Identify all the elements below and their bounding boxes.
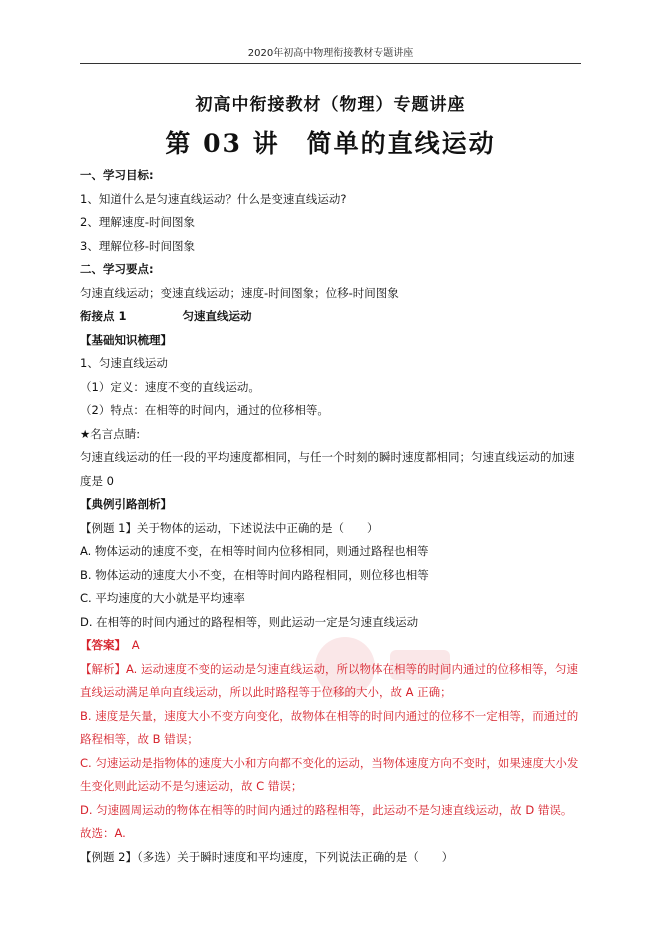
basics-item: （1）定义：速度不变的直线运动。 — [80, 379, 260, 394]
point1-label: 衔接点 1 — [80, 309, 127, 323]
point1-heading — [80, 305, 590, 329]
goals-heading: 一、学习目标: — [80, 168, 154, 182]
goal-item: 1、知道什么是匀速直线运动？什么是变速直线运动? — [80, 191, 347, 206]
analysis-line: D. 匀速圆周运动的物体在相等的时间内通过的路程相等，此运动不是匀速直线运动，故 D 错误。 — [80, 802, 573, 817]
running-header: 2020年初高中物理衔接教材专题讲座 — [247, 48, 414, 59]
answer-label: 【答案】 — [80, 638, 121, 652]
document-subtitle: 初高中衔接教材（物理）专题讲座 — [195, 95, 466, 115]
example2-question: 【例题 2】（多选）关于瞬时速度和平均速度，下列说法正确的是（ ） — [80, 849, 454, 864]
analysis-line: 故选：A. — [80, 826, 126, 840]
document-body — [80, 164, 590, 869]
example1-option: A. 物体运动的速度不变，在相等时间内位移相同，则通过路程也相等 — [80, 544, 429, 558]
answer-line — [80, 634, 590, 658]
basics-heading: 【基础知识梳理】 — [80, 332, 172, 347]
document-title: 第 03 讲 简单的直线运动 — [165, 129, 496, 158]
keypoints-text: 匀速直线运动；变速直线运动；速度-时间图象；位移-时间图象 — [80, 285, 399, 300]
basics-item: （2）特点：在相等的时间内，通过的位移相等。 — [80, 403, 329, 417]
analysis-line: C. 匀速运动是指物体的速度大小和方向都不变化的运动，当物体速度方向不变时，如果速度大小发 — [80, 755, 579, 770]
example1-option: D. 在相等的时间内通过的路程相等，则此运动一定是匀速直线运动 — [80, 614, 419, 629]
quote-text: 度是 0 — [80, 473, 114, 488]
example1-option: B. 物体运动的速度大小不变，在相等时间内路程相同，则位移也相等 — [80, 567, 429, 582]
point1-title: 匀速直线运动 — [182, 309, 252, 323]
analysis-line: B. 速度是矢量，速度大小不变方向变化，故物体在相等的时间内通过的位移不一定相等，而通过的 — [80, 708, 579, 723]
quote-heading: ★名言点睛: — [80, 426, 141, 441]
goal-item: 3、理解位移-时间图象 — [80, 238, 195, 253]
goal-item: 2、理解速度-时间图象 — [80, 215, 195, 229]
analysis-line: 生变化则此运动不是匀速运动，故 C 错误； — [80, 779, 303, 793]
quote-text: 匀速直线运动的任一段的平均速度都相同，与任一个时刻的瞬时速度都相同；匀速直线运动的加速 — [80, 450, 575, 464]
analysis-block — [80, 658, 590, 846]
analysis-line: 路程相等，故 B 错误； — [80, 732, 199, 746]
keypoints-heading: 二、学习要点: — [80, 262, 154, 276]
example1-question: 【例题 1】关于物体的运动，下述说法中正确的是（ ） — [80, 520, 379, 535]
basics-item: 1、匀速直线运动 — [80, 356, 168, 370]
answer-value: A — [131, 638, 140, 652]
example1-option: C. 平均速度的大小就是平均速率 — [80, 591, 245, 605]
header-rule — [80, 63, 581, 64]
examples-heading: 【典例引路剖析】 — [80, 497, 172, 511]
analysis-line: 【解析】A. 运动速度不变的运动是匀速直线运动，所以物体在相等的时间内通过的位移相等，匀速 — [80, 661, 578, 676]
analysis-line: 直线运动满足单向直线运动，所以此时路程等于位移的大小，故 A 正确； — [80, 685, 452, 699]
